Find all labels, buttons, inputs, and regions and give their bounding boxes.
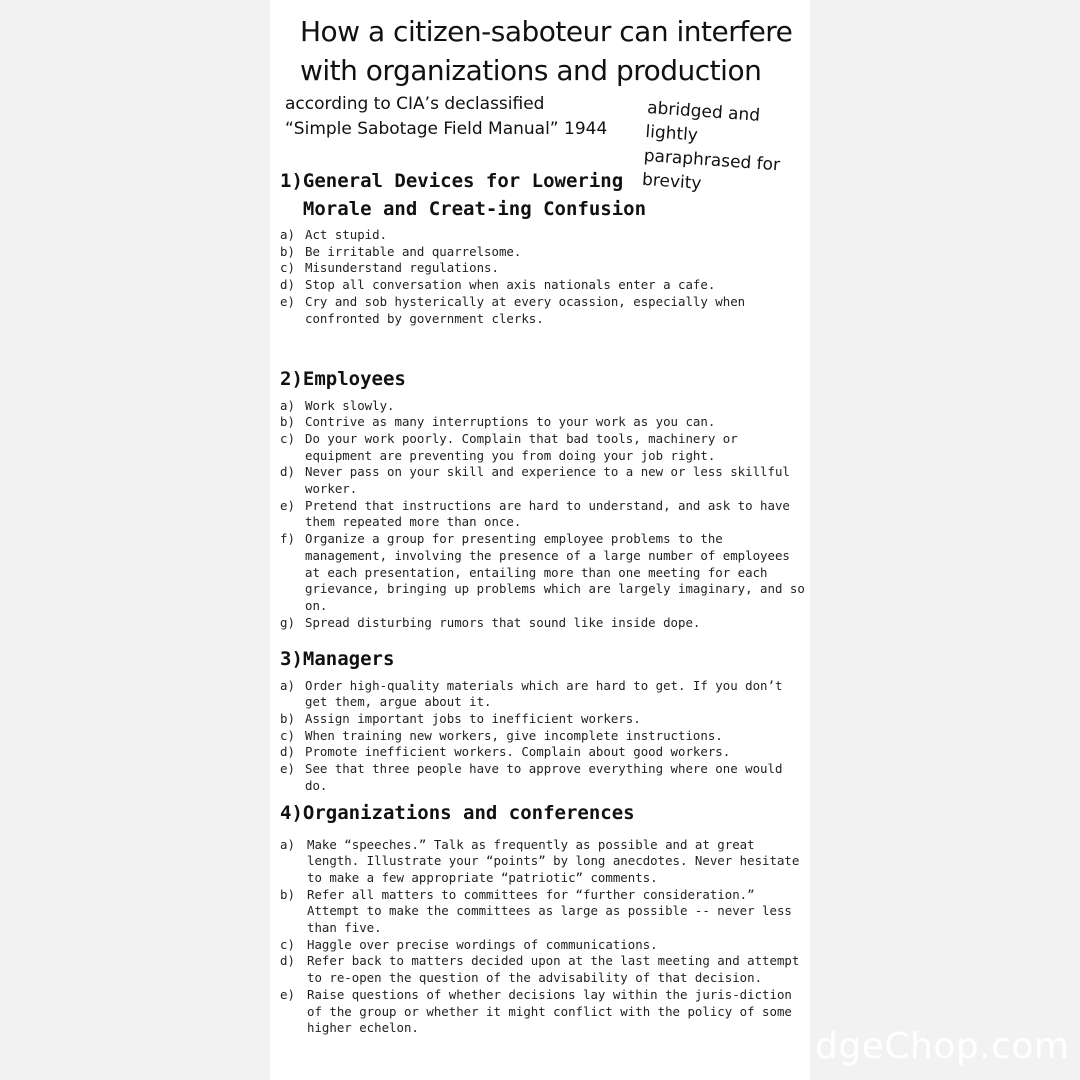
item-letter: a)	[280, 677, 295, 693]
section-number: 2)	[280, 368, 303, 390]
item-list	[280, 678, 805, 795]
subtitle-line-1: according to CIA’s declassified	[285, 94, 545, 114]
list-item	[280, 987, 805, 1037]
list-item	[280, 431, 805, 464]
item-text: Promote inefficient workers. Complain about good workers.	[305, 744, 731, 760]
list-item	[280, 744, 805, 761]
item-letter: a)	[280, 397, 295, 413]
section-title: Managers	[302, 648, 395, 670]
list-item	[280, 277, 805, 294]
section-number: 3)	[280, 648, 303, 670]
list-item	[280, 398, 805, 415]
section-title: Organizations and conferences	[302, 802, 635, 824]
list-item	[280, 937, 805, 954]
section-heading	[280, 800, 805, 828]
item-letter: e)	[280, 986, 295, 1002]
watermark-text: dgeChop.com	[815, 1026, 1070, 1067]
item-letter: b)	[280, 414, 295, 430]
list-item	[280, 260, 805, 277]
list-item	[280, 227, 805, 244]
list-item	[280, 837, 805, 887]
section-title: General Devices for Lowering Morale and Creat-ing Confusion	[302, 170, 647, 220]
item-text: Refer all matters to committees for “further consideration.” Attempt to make the committees as large as possible -- never less than five.	[307, 886, 792, 936]
section-number: 1)	[280, 170, 303, 192]
item-list	[280, 398, 805, 632]
list-item	[280, 498, 805, 531]
section-title: Employees	[302, 368, 406, 390]
item-letter: c)	[280, 727, 295, 743]
item-letter: g)	[280, 614, 295, 630]
abridged-note: abridged and lightly paraphrased for brevity	[641, 97, 781, 194]
item-text: Do your work poorly. Complain that bad tools, machinery or equipment are preventing you from doing your job right.	[305, 430, 738, 463]
item-letter: d)	[280, 953, 295, 969]
list-item	[280, 761, 805, 794]
item-text: Be irritable and quarrelsome.	[305, 243, 522, 259]
item-text: Refer back to matters decided upon at the last meeting and attempt to re-open the question of the advisability of that decision.	[307, 953, 800, 986]
item-letter: c)	[280, 260, 295, 276]
item-letter: e)	[280, 497, 295, 513]
section-managers	[280, 646, 805, 794]
item-text: Order high-quality materials which are hard to get. If you don’t get them, argue about it.	[305, 677, 783, 710]
item-letter: d)	[280, 277, 295, 293]
item-text: Spread disturbing rumors that sound like inside dope.	[305, 614, 701, 630]
section-heading	[280, 366, 805, 394]
section-employees	[280, 366, 805, 631]
item-list	[280, 227, 805, 327]
item-text: Stop all conversation when axis nationals enter a cafe.	[305, 277, 716, 293]
list-item	[280, 887, 805, 937]
subtitle-line-2: “Simple Sabotage Field Manual” 1944	[285, 119, 608, 139]
list-item	[280, 464, 805, 497]
list-item	[280, 244, 805, 261]
item-text: See that three people have to approve everything where one would do.	[305, 761, 783, 793]
item-letter: c)	[280, 936, 295, 952]
item-list	[280, 837, 805, 1037]
list-item	[280, 615, 805, 632]
item-letter: b)	[280, 886, 295, 902]
item-text: Act stupid.	[305, 227, 388, 242]
item-letter: b)	[280, 710, 295, 726]
list-item	[280, 531, 805, 615]
section-organizations-conferences	[280, 800, 805, 1037]
list-item	[280, 728, 805, 745]
list-item	[280, 711, 805, 728]
list-item	[280, 294, 805, 327]
item-letter: b)	[280, 243, 295, 259]
item-text: Raise questions of whether decisions lay within the juris-diction of the group or whether it might conflict with the policy of some higher echelon.	[307, 986, 792, 1036]
item-text: When training new workers, give incomplete instructions.	[305, 727, 723, 743]
item-letter: f)	[280, 531, 295, 547]
document-page	[270, 0, 810, 1080]
item-text: Haggle over precise wordings of communications.	[307, 936, 658, 952]
item-text: Cry and sob hysterically at every ocassion, especially when confronted by government clerks.	[305, 293, 746, 326]
item-letter: e)	[280, 761, 295, 777]
item-text: Work slowly.	[305, 397, 395, 413]
item-letter: c)	[280, 430, 295, 446]
page-title: How a citizen-saboteur can interfere with organizations and production	[300, 15, 793, 87]
item-text: Contrive as many interruptions to your work as you can.	[305, 414, 716, 430]
item-text: Never pass on your skill and experience to a new or less skillful worker.	[305, 464, 790, 497]
item-letter: d)	[280, 744, 295, 760]
section-number: 4)	[280, 802, 303, 824]
item-letter: a)	[280, 227, 295, 242]
section-heading	[280, 646, 805, 674]
list-item	[280, 678, 805, 711]
item-text: Organize a group for presenting employee problems to the management, involving the presence of a large number of employees at each presentation, entailing more than one meeting for each grievance, bringing up problems which are largely imaginary, and so on.	[305, 531, 805, 613]
list-item	[280, 953, 805, 986]
item-text: Assign important jobs to inefficient workers.	[305, 710, 641, 726]
item-letter: a)	[280, 836, 295, 852]
item-letter: d)	[280, 464, 295, 480]
source-subtitle	[285, 92, 645, 142]
list-item	[280, 414, 805, 431]
section-general-devices	[280, 168, 805, 327]
item-text: Pretend that instructions are hard to understand, and ask to have them repeated more than once.	[305, 497, 790, 530]
item-text: Misunderstand regulations.	[305, 260, 499, 276]
item-text: Make “speeches.” Talk as frequently as possible and at great length. Illustrate your “points” by long anecdotes. Never hesitate to make a few appropriate “patriotic” comments.	[307, 836, 800, 885]
item-letter: e)	[280, 293, 295, 309]
section-heading	[280, 168, 805, 223]
